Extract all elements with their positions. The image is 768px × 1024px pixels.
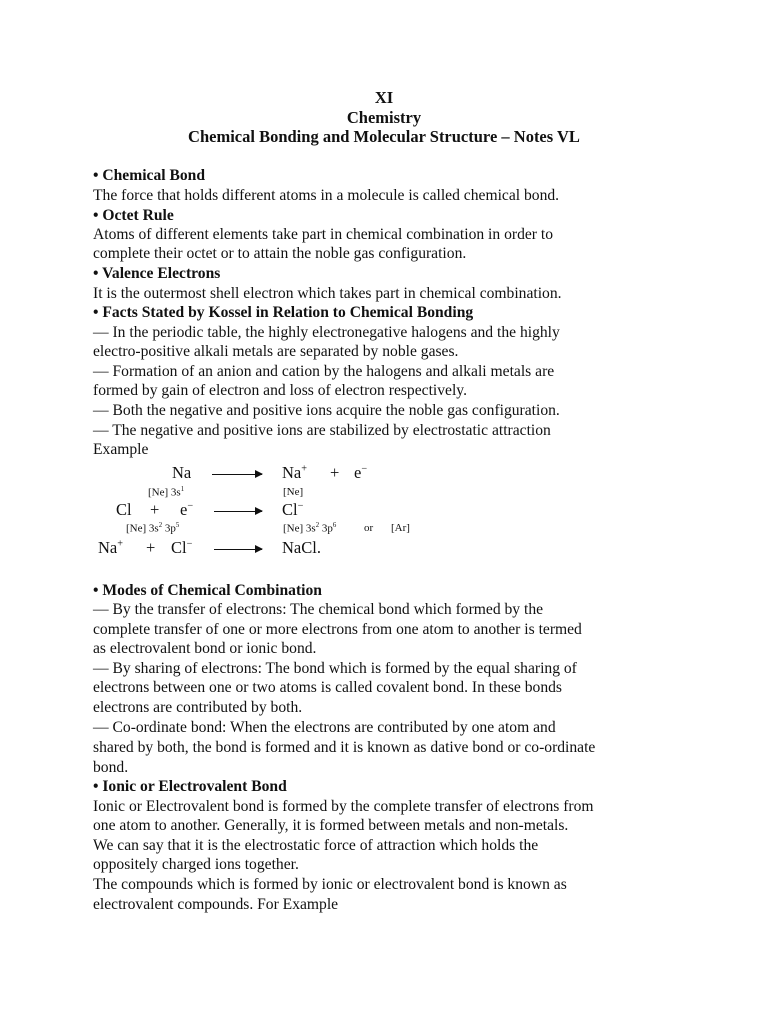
r2-electron: e− — [180, 500, 194, 519]
text-line: — In the periodic table, the highly electronegative halogens and the highly — [93, 324, 560, 341]
r1-rhs-ion: Na+ — [282, 463, 308, 482]
r2-rhs-or: or — [364, 522, 374, 534]
text-line: The force that holds different atoms in a molecule is called chemical bond. — [93, 187, 560, 204]
r3-lhs-na: Na+ — [98, 538, 124, 557]
r2-lhs-config: [Ne] $3s^2$ $3p^5$ — [126, 522, 180, 535]
text-line-example: Example — [93, 441, 149, 458]
text-line: complete their octet or to attain the noble gas configuration. — [93, 245, 467, 262]
text-line: as electrovalent bond or ionic bond. — [93, 640, 317, 657]
r1-lhs: Na — [172, 463, 192, 482]
text-line: oppositely charged ions together. — [93, 856, 299, 873]
text-line: bond. — [93, 759, 129, 776]
text-line: formed by gain of electron and loss of electron respectively. — [93, 382, 467, 399]
r1-arrow — [212, 474, 262, 475]
r1-lhs-config: [Ne] $3s^1$ — [148, 486, 185, 499]
r2-lhs: Cl — [116, 500, 132, 519]
text-line: The compounds which is formed by ionic or electrovalent bond is known as — [93, 876, 567, 893]
text-line: — Both the negative and positive ions acquire the noble gas configuration. — [93, 402, 560, 419]
text-line: — Co-ordinate bond: When the electrons are contributed by one atom and — [93, 719, 556, 736]
text-line: one atom to another. Generally, it is formed between metals and non-metals. — [93, 817, 569, 834]
r1-plus: + — [330, 463, 340, 482]
text-line: complete transfer of one or more electrons from one atom to another is termed — [93, 621, 582, 638]
text-line: electrons between one or two atoms is called covalent bond. In these bonds — [93, 679, 562, 696]
r3-lhs-cl: Cl− — [171, 538, 193, 557]
heading-valence-electrons: • Valence Electrons — [93, 265, 221, 282]
text-line: Ionic or Electrovalent bond is formed by the complete transfer of electrons from — [93, 798, 594, 815]
text-line: electrons are contributed by both. — [93, 699, 303, 716]
r3-product: NaCl. — [282, 538, 321, 557]
heading-chemical-bond: • Chemical Bond — [93, 167, 206, 184]
subject-title: Chemistry — [346, 108, 422, 127]
r2-arrow — [214, 511, 262, 512]
grade-title: XI — [374, 88, 394, 107]
heading-modes-combination: • Modes of Chemical Combination — [93, 582, 322, 599]
r2-rhs-ar: [Ar] — [391, 522, 410, 534]
heading-kossel-facts: • Facts Stated by Kossel in Relation to Chemical Bonding — [93, 304, 474, 321]
r3-plus: + — [146, 538, 156, 557]
text-line: shared by both, the bond is formed and it is known as dative bond or co-ordinate — [93, 739, 596, 756]
heading-octet-rule: • Octet Rule — [93, 207, 174, 224]
r2-plus: + — [150, 500, 160, 519]
r2-rhs-config: [Ne] $3s^2$ $3p^6$ — [283, 522, 337, 535]
heading-ionic-bond: • Ionic or Electrovalent Bond — [93, 778, 287, 795]
text-line: We can say that it is the electrostatic force of attraction which holds the — [93, 837, 539, 854]
text-line: Atoms of different elements take part in chemical combination in order to — [93, 226, 554, 243]
text-line: — Formation of an anion and cation by the halogens and alkali metals are — [93, 363, 555, 380]
text-line: — By the transfer of electrons: The chemical bond which formed by the — [93, 601, 544, 618]
text-line: electrovalent compounds. For Example — [93, 896, 339, 913]
r1-rhs-config: [Ne] — [283, 486, 304, 498]
page-title: Chemical Bonding and Molecular Structure – Notes VL — [188, 127, 580, 146]
r3-arrow — [214, 549, 262, 550]
text-line: electro-positive alkali metals are separated by noble gases. — [93, 343, 459, 360]
text-line: It is the outermost shell electron which takes part in chemical combination. — [93, 285, 562, 302]
r2-rhs-ion: Cl− — [282, 500, 304, 519]
text-line: — The negative and positive ions are stabilized by electrostatic attraction — [93, 422, 551, 439]
r1-electron: e− — [354, 463, 368, 482]
text-line: — By sharing of electrons: The bond which is formed by the equal sharing of — [93, 660, 577, 677]
